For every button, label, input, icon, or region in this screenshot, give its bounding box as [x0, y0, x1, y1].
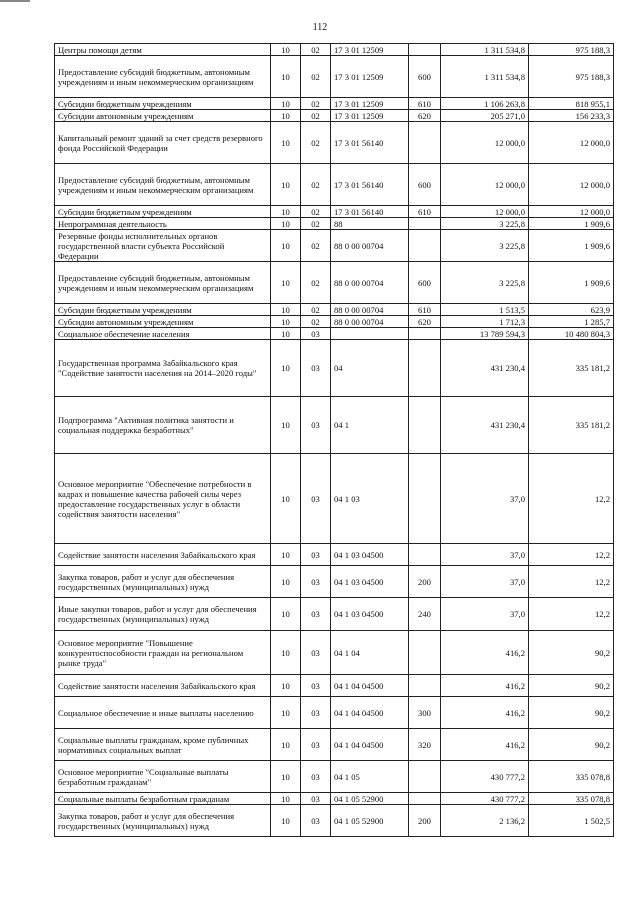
row-name: Субсидии автономным учреждениям — [55, 316, 271, 328]
row-subsection: 02 — [301, 206, 331, 218]
row-amount-executed: 818 955,1 — [529, 98, 614, 110]
row-subsection: 03 — [301, 598, 331, 631]
row-target-article: 17 3 01 12509 — [331, 98, 409, 110]
budget-table — [54, 43, 614, 837]
row-subsection: 03 — [301, 675, 331, 697]
row-subsection: 02 — [301, 262, 331, 304]
row-subsection: 03 — [301, 729, 331, 761]
row-name: Субсидии бюджетным учреждениям — [55, 304, 271, 316]
row-name: Социальное обеспечение и иные выплаты населению — [55, 697, 271, 729]
row-section: 10 — [271, 793, 301, 805]
row-subsection: 02 — [301, 316, 331, 328]
row-section: 10 — [271, 805, 301, 837]
row-subsection: 02 — [301, 44, 331, 56]
row-subsection: 02 — [301, 98, 331, 110]
row-name: Социальные выплаты безработным гражданам — [55, 793, 271, 805]
row-section: 10 — [271, 566, 301, 598]
row-section: 10 — [271, 675, 301, 697]
row-amount-approved: 416,2 — [441, 675, 529, 697]
table-row — [55, 56, 614, 98]
row-amount-executed: 1 909,6 — [529, 262, 614, 304]
row-amount-approved: 416,2 — [441, 631, 529, 675]
row-target-article: 04 1 05 — [331, 761, 409, 793]
row-subsection: 03 — [301, 340, 331, 397]
row-target-article: 04 — [331, 340, 409, 397]
row-target-article: 88 0 00 00704 — [331, 262, 409, 304]
row-expense-type: 600 — [409, 262, 441, 304]
row-target-article: 04 1 03 04500 — [331, 598, 409, 631]
row-name: Закупка товаров, работ и услуг для обеспечения государственных (муниципальных) нужд — [55, 566, 271, 598]
row-target-article: 88 0 00 00704 — [331, 230, 409, 262]
row-amount-approved: 2 136,2 — [441, 805, 529, 837]
row-section: 10 — [271, 697, 301, 729]
row-amount-approved: 205 271,0 — [441, 110, 529, 122]
row-amount-approved: 3 225,8 — [441, 262, 529, 304]
row-subsection: 02 — [301, 110, 331, 122]
row-target-article: 17 3 01 56140 — [331, 164, 409, 206]
row-amount-executed: 1 909,6 — [529, 230, 614, 262]
row-amount-executed: 623,9 — [529, 304, 614, 316]
row-subsection: 03 — [301, 454, 331, 544]
row-name: Иные закупки товаров, работ и услуг для обеспечения государственных (муниципальных) нужд — [55, 598, 271, 631]
row-name: Содействие занятости населения Забайкальского края — [55, 544, 271, 566]
row-expense-type: 620 — [409, 316, 441, 328]
row-subsection: 02 — [301, 230, 331, 262]
row-name: Основное мероприятие "Социальные выплаты безработным гражданам" — [55, 761, 271, 793]
row-name: Содействие занятости населения Забайкальского края — [55, 675, 271, 697]
row-name: Предоставление субсидий бюджетным, автономным учреждениям и иным некоммерческим организациям — [55, 262, 271, 304]
row-expense-type — [409, 340, 441, 397]
row-subsection: 03 — [301, 697, 331, 729]
row-subsection: 03 — [301, 544, 331, 566]
row-target-article: 88 — [331, 218, 409, 230]
row-amount-executed: 1 285,7 — [529, 316, 614, 328]
row-section: 10 — [271, 761, 301, 793]
row-target-article: 04 1 04 — [331, 631, 409, 675]
row-amount-executed: 156 233,3 — [529, 110, 614, 122]
row-target-article: 17 3 01 56140 — [331, 206, 409, 218]
table-row — [55, 44, 614, 56]
row-target-article: 17 3 01 12509 — [331, 56, 409, 98]
row-amount-approved: 1 311 534,8 — [441, 44, 529, 56]
row-expense-type: 620 — [409, 110, 441, 122]
table-row — [55, 304, 614, 316]
row-section: 10 — [271, 164, 301, 206]
row-section: 10 — [271, 631, 301, 675]
row-name: Государственная программа Забайкальского края "Содействие занятости населения на 2014–2020 годы" — [55, 340, 271, 397]
budget-table-body — [55, 44, 614, 837]
row-subsection: 02 — [301, 304, 331, 316]
row-amount-approved: 13 789 594,3 — [441, 328, 529, 340]
row-amount-approved: 12 000,0 — [441, 122, 529, 164]
table-row — [55, 544, 614, 566]
row-section: 10 — [271, 304, 301, 316]
row-amount-approved: 37,0 — [441, 544, 529, 566]
row-amount-approved: 1 712,3 — [441, 316, 529, 328]
row-section: 10 — [271, 218, 301, 230]
table-row — [55, 164, 614, 206]
table-row — [55, 761, 614, 793]
row-subsection: 02 — [301, 56, 331, 98]
row-amount-approved: 1 311 534,8 — [441, 56, 529, 98]
row-target-article: 04 1 — [331, 397, 409, 454]
row-amount-executed: 12 000,0 — [529, 164, 614, 206]
row-expense-type — [409, 122, 441, 164]
row-section: 10 — [271, 230, 301, 262]
row-section: 10 — [271, 56, 301, 98]
row-expense-type — [409, 631, 441, 675]
table-row — [55, 793, 614, 805]
row-amount-executed: 12 000,0 — [529, 122, 614, 164]
row-amount-approved: 416,2 — [441, 729, 529, 761]
row-amount-approved: 416,2 — [441, 697, 529, 729]
row-target-article: 88 0 00 00704 — [331, 316, 409, 328]
row-name: Непрограммная деятельность — [55, 218, 271, 230]
row-amount-executed: 975 188,3 — [529, 56, 614, 98]
table-row — [55, 122, 614, 164]
table-row — [55, 805, 614, 837]
row-amount-executed: 335 078,8 — [529, 793, 614, 805]
row-amount-approved: 431 230,4 — [441, 340, 529, 397]
row-section: 10 — [271, 729, 301, 761]
row-amount-executed: 1 909,6 — [529, 218, 614, 230]
row-subsection: 03 — [301, 761, 331, 793]
row-expense-type — [409, 544, 441, 566]
table-row — [55, 328, 614, 340]
row-section: 10 — [271, 206, 301, 218]
row-amount-executed: 335 181,2 — [529, 340, 614, 397]
row-name: Закупка товаров, работ и услуг для обеспечения государственных (муниципальных) нужд — [55, 805, 271, 837]
row-amount-approved: 431 230,4 — [441, 397, 529, 454]
row-name: Основное мероприятие "Обеспечение потребности в кадрах и повышение качества рабочей силы через предоставление государственных услуг в области содействия занятости населения" — [55, 454, 271, 544]
row-expense-type: 610 — [409, 98, 441, 110]
row-section: 10 — [271, 544, 301, 566]
table-row — [55, 230, 614, 262]
row-expense-type: 600 — [409, 56, 441, 98]
row-target-article: 04 1 04 04500 — [331, 729, 409, 761]
row-expense-type — [409, 454, 441, 544]
row-amount-executed: 10 480 804,3 — [529, 328, 614, 340]
row-expense-type — [409, 761, 441, 793]
row-subsection: 03 — [301, 328, 331, 340]
row-target-article: 04 1 03 04500 — [331, 544, 409, 566]
table-row — [55, 454, 614, 544]
row-expense-type — [409, 793, 441, 805]
row-subsection: 02 — [301, 218, 331, 230]
row-expense-type: 600 — [409, 164, 441, 206]
row-target-article: 17 3 01 12509 — [331, 44, 409, 56]
row-target-article: 04 1 04 04500 — [331, 697, 409, 729]
row-expense-type: 610 — [409, 206, 441, 218]
row-name: Подпрограмма "Активная политика занятости и социальная поддержка безработных" — [55, 397, 271, 454]
row-target-article: 17 3 01 56140 — [331, 122, 409, 164]
table-row — [55, 397, 614, 454]
row-name: Резервные фонды исполнительных органов государственной власти субъекта Российской Федерации — [55, 230, 271, 262]
row-amount-executed: 12,2 — [529, 566, 614, 598]
row-amount-executed: 12,2 — [529, 544, 614, 566]
row-expense-type — [409, 328, 441, 340]
row-section: 10 — [271, 328, 301, 340]
row-target-article: 04 1 04 04500 — [331, 675, 409, 697]
row-section: 10 — [271, 598, 301, 631]
row-name: Субсидии бюджетным учреждениям — [55, 98, 271, 110]
row-amount-executed: 12 000,0 — [529, 206, 614, 218]
row-name: Субсидии бюджетным учреждениям — [55, 206, 271, 218]
row-expense-type: 300 — [409, 697, 441, 729]
table-row — [55, 110, 614, 122]
row-amount-executed: 90,2 — [529, 697, 614, 729]
row-section: 10 — [271, 316, 301, 328]
row-subsection: 03 — [301, 805, 331, 837]
row-section: 10 — [271, 122, 301, 164]
row-amount-executed: 90,2 — [529, 631, 614, 675]
row-section: 10 — [271, 110, 301, 122]
row-section: 10 — [271, 340, 301, 397]
row-expense-type — [409, 397, 441, 454]
row-expense-type — [409, 230, 441, 262]
row-name: Предоставление субсидий бюджетным, автономным учреждениям и иным некоммерческим организациям — [55, 164, 271, 206]
table-row — [55, 340, 614, 397]
row-amount-approved: 1 513,5 — [441, 304, 529, 316]
row-amount-executed: 975 188,3 — [529, 44, 614, 56]
row-name: Капитальный ремонт зданий за счет средств резервного фонда Российской Федерации — [55, 122, 271, 164]
table-row — [55, 262, 614, 304]
table-row — [55, 566, 614, 598]
row-amount-executed: 335 078,8 — [529, 761, 614, 793]
row-amount-approved: 37,0 — [441, 566, 529, 598]
row-name: Основное мероприятие "Повышение конкурентоспособности граждан на региональном рынке труда" — [55, 631, 271, 675]
row-section: 10 — [271, 454, 301, 544]
row-target-article: 04 1 03 04500 — [331, 566, 409, 598]
row-amount-approved: 3 225,8 — [441, 230, 529, 262]
row-expense-type: 320 — [409, 729, 441, 761]
table-row — [55, 316, 614, 328]
row-amount-approved: 430 777,2 — [441, 793, 529, 805]
row-name: Социальные выплаты гражданам, кроме публичных нормативных социальных выплат — [55, 729, 271, 761]
row-subsection: 03 — [301, 397, 331, 454]
row-expense-type: 200 — [409, 566, 441, 598]
row-target-article — [331, 328, 409, 340]
row-subsection: 03 — [301, 631, 331, 675]
row-expense-type: 240 — [409, 598, 441, 631]
row-subsection: 02 — [301, 164, 331, 206]
row-amount-approved: 12 000,0 — [441, 206, 529, 218]
row-subsection: 03 — [301, 566, 331, 598]
scan-corner-mark — [0, 0, 30, 2]
row-target-article: 04 1 05 52900 — [331, 793, 409, 805]
row-amount-executed: 12,2 — [529, 598, 614, 631]
row-amount-approved: 3 225,8 — [441, 218, 529, 230]
row-target-article: 04 1 03 — [331, 454, 409, 544]
table-row — [55, 697, 614, 729]
row-expense-type — [409, 675, 441, 697]
table-row — [55, 598, 614, 631]
table-row — [55, 218, 614, 230]
page-number: 112 — [312, 22, 328, 33]
row-amount-executed: 90,2 — [529, 729, 614, 761]
row-name: Предоставление субсидий бюджетным, автономным учреждениям и иным некоммерческим организациям — [55, 56, 271, 98]
row-name: Социальное обеспечение населения — [55, 328, 271, 340]
row-amount-approved: 430 777,2 — [441, 761, 529, 793]
row-expense-type: 200 — [409, 805, 441, 837]
row-amount-executed: 90,2 — [529, 675, 614, 697]
row-subsection: 03 — [301, 793, 331, 805]
row-name: Центры помощи детям — [55, 44, 271, 56]
row-expense-type — [409, 218, 441, 230]
row-amount-executed: 335 181,2 — [529, 397, 614, 454]
row-section: 10 — [271, 44, 301, 56]
row-amount-executed: 1 502,5 — [529, 805, 614, 837]
row-expense-type: 610 — [409, 304, 441, 316]
row-name: Субсидии автономным учреждениям — [55, 110, 271, 122]
table-row — [55, 675, 614, 697]
row-amount-approved: 37,0 — [441, 598, 529, 631]
row-amount-approved: 37,0 — [441, 454, 529, 544]
row-section: 10 — [271, 262, 301, 304]
row-section: 10 — [271, 98, 301, 110]
row-subsection: 02 — [301, 122, 331, 164]
table-row — [55, 206, 614, 218]
row-target-article: 17 3 01 12509 — [331, 110, 409, 122]
table-row — [55, 631, 614, 675]
row-section: 10 — [271, 397, 301, 454]
row-expense-type — [409, 44, 441, 56]
table-row — [55, 729, 614, 761]
row-amount-approved: 12 000,0 — [441, 164, 529, 206]
row-target-article: 04 1 05 52900 — [331, 805, 409, 837]
row-target-article: 88 0 00 00704 — [331, 304, 409, 316]
table-row — [55, 98, 614, 110]
row-amount-executed: 12,2 — [529, 454, 614, 544]
row-amount-approved: 1 106 263,8 — [441, 98, 529, 110]
